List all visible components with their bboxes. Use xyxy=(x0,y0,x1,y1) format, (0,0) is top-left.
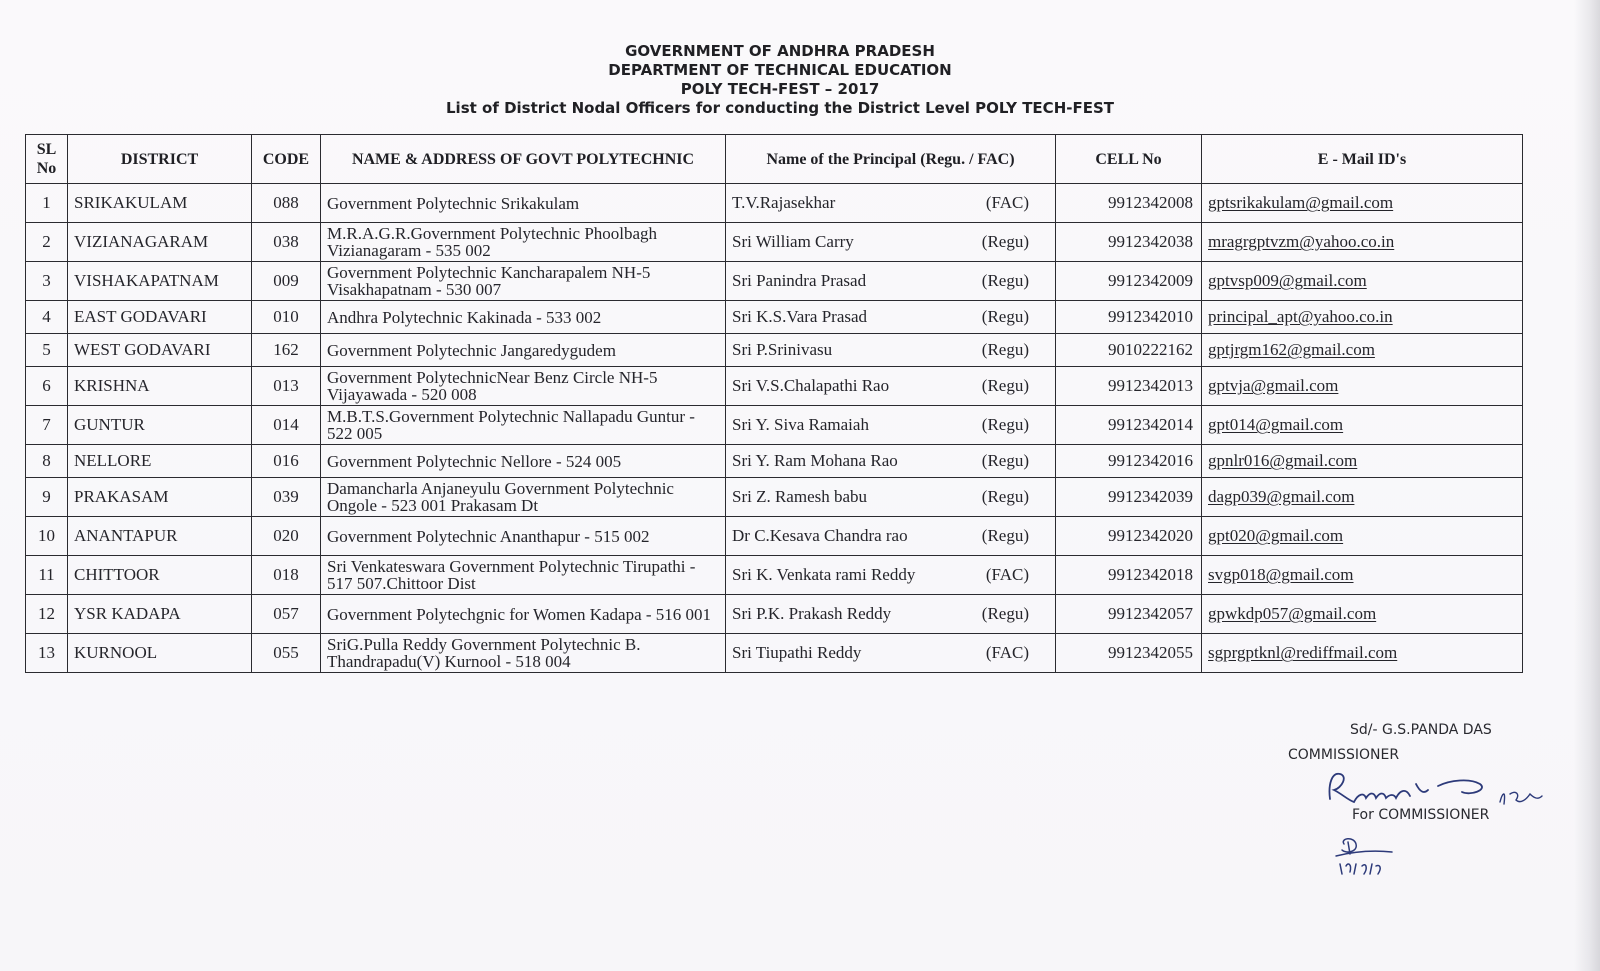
cell-sl: 11 xyxy=(26,556,68,595)
principal-status: (Regu) xyxy=(981,376,1029,395)
cell-email[interactable]: principal_apt@yahoo.co.in xyxy=(1202,301,1523,334)
principal-wrap xyxy=(732,527,1049,545)
cell-district: NELLORE xyxy=(68,445,252,478)
cell-phone: 9912342014 xyxy=(1056,406,1202,445)
cell-phone: 9912342020 xyxy=(1056,517,1202,556)
cell-code: 020 xyxy=(252,517,321,556)
cell-code: 018 xyxy=(252,556,321,595)
table-row xyxy=(26,301,1523,334)
header-name-address: NAME & ADDRESS OF GOVT POLYTECHNIC xyxy=(321,135,726,184)
principal-wrap xyxy=(732,341,1049,359)
principal-name: Sri William Carry xyxy=(732,232,854,251)
cell-address: SriG.Pulla Reddy Government Polytechnic B. Thandrapadu(V) Kurnool - 518 004 xyxy=(321,634,726,673)
principal-status: (Regu) xyxy=(981,232,1029,251)
principal-name: T.V.Rajasekhar xyxy=(732,193,836,212)
cell-district: GUNTUR xyxy=(68,406,252,445)
header-sl xyxy=(26,135,68,184)
initials-signature xyxy=(1332,834,1402,876)
nodal-officers-table xyxy=(25,134,1523,673)
cell-phone: 9912342016 xyxy=(1056,445,1202,478)
cell-phone: 9912342057 xyxy=(1056,595,1202,634)
cell-phone: 9912342039 xyxy=(1056,478,1202,517)
table-body xyxy=(26,184,1523,673)
cell-phone: 9010222162 xyxy=(1056,334,1202,367)
cell-phone: 9912342013 xyxy=(1056,367,1202,406)
cell-address: Andhra Polytechnic Kakinada - 533 002 xyxy=(321,301,726,334)
principal-status: (Regu) xyxy=(981,340,1029,359)
table-row xyxy=(26,367,1523,406)
principal-wrap xyxy=(732,308,1049,326)
cell-email[interactable]: gpt020@gmail.com xyxy=(1202,517,1523,556)
table-row xyxy=(26,406,1523,445)
cell-principal xyxy=(726,301,1056,334)
table-header-row xyxy=(26,135,1523,184)
cell-phone: 9912342018 xyxy=(1056,556,1202,595)
cell-sl: 6 xyxy=(26,367,68,406)
cell-address: M.R.A.G.R.Government Polytechnic Phoolbagh Vizianagaram - 535 002 xyxy=(321,223,726,262)
principal-status: (Regu) xyxy=(981,604,1029,623)
cell-code: 013 xyxy=(252,367,321,406)
table-row xyxy=(26,334,1523,367)
cell-code: 057 xyxy=(252,595,321,634)
page-edge-shadow xyxy=(1574,0,1600,971)
table-row xyxy=(26,517,1523,556)
principal-status: (FAC) xyxy=(985,565,1029,584)
table-row xyxy=(26,634,1523,673)
cell-address: Government Polytechnic Jangaredygudem xyxy=(321,334,726,367)
header-principal: Name of the Principal (Regu. / FAC) xyxy=(726,135,1056,184)
header-email: E - Mail ID's xyxy=(1202,135,1523,184)
cell-email[interactable]: gptvsp009@gmail.com xyxy=(1202,262,1523,301)
cell-code: 039 xyxy=(252,478,321,517)
cell-principal xyxy=(726,334,1056,367)
cell-phone: 9912342008 xyxy=(1056,184,1202,223)
signed-by: Sd/- G.S.PANDA DAS xyxy=(1350,722,1492,738)
cell-email[interactable]: dagp039@gmail.com xyxy=(1202,478,1523,517)
cell-sl: 1 xyxy=(26,184,68,223)
principal-name: Sri K. Venkata rami Reddy xyxy=(732,565,916,584)
cell-sl: 9 xyxy=(26,478,68,517)
cell-sl: 7 xyxy=(26,406,68,445)
principal-name: Sri P.Srinivasu xyxy=(732,340,833,359)
cell-email[interactable]: gptvja@gmail.com xyxy=(1202,367,1523,406)
cell-principal xyxy=(726,634,1056,673)
cell-address: Government Polytechnic Kancharapalem NH-5 Visakhapatnam - 530 007 xyxy=(321,262,726,301)
cell-phone: 9912342009 xyxy=(1056,262,1202,301)
header-cell: CELL No xyxy=(1056,135,1202,184)
principal-name: Sri Y. Siva Ramaiah xyxy=(732,415,869,434)
principal-wrap xyxy=(732,416,1049,434)
principal-name: Sri Z. Ramesh babu xyxy=(732,487,868,506)
heading-government: GOVERNMENT OF ANDHRA PRADESH xyxy=(625,42,935,60)
cell-email[interactable]: svgp018@gmail.com xyxy=(1202,556,1523,595)
cell-principal xyxy=(726,184,1056,223)
cell-sl: 3 xyxy=(26,262,68,301)
header-district: DISTRICT xyxy=(68,135,252,184)
table-row xyxy=(26,262,1523,301)
heading-list-title: List of District Nodal Officers for conducting the District Level POLY TECH-FEST xyxy=(446,99,1114,117)
cell-phone: 9912342038 xyxy=(1056,223,1202,262)
header-sl-line2: No xyxy=(36,160,57,177)
table-row xyxy=(26,445,1523,478)
cell-sl: 2 xyxy=(26,223,68,262)
cell-phone: 9912342055 xyxy=(1056,634,1202,673)
cell-principal xyxy=(726,223,1056,262)
principal-wrap xyxy=(732,605,1049,623)
cell-principal xyxy=(726,262,1056,301)
table-row xyxy=(26,184,1523,223)
table-row xyxy=(26,223,1523,262)
cell-district: VISHAKAPATNAM xyxy=(68,262,252,301)
cell-email[interactable]: gptsrikakulam@gmail.com xyxy=(1202,184,1523,223)
cell-address: M.B.T.S.Government Polytechnic Nallapadu Guntur - 522 005 xyxy=(321,406,726,445)
cell-code: 009 xyxy=(252,262,321,301)
principal-status: (Regu) xyxy=(981,526,1029,545)
cell-sl: 10 xyxy=(26,517,68,556)
cell-principal xyxy=(726,595,1056,634)
principal-wrap xyxy=(732,488,1049,506)
cell-phone: 9912342010 xyxy=(1056,301,1202,334)
cell-address: Sri Venkateswara Government Polytechnic Tirupathi - 517 507.Chittoor Dist xyxy=(321,556,726,595)
principal-wrap xyxy=(732,233,1049,251)
cell-address: Damancharla Anjaneyulu Government Polytechnic Ongole - 523 001 Prakasam Dt xyxy=(321,478,726,517)
cell-sl: 12 xyxy=(26,595,68,634)
cell-principal xyxy=(726,367,1056,406)
cell-sl: 8 xyxy=(26,445,68,478)
nodal-officers-table-wrap xyxy=(25,134,1522,673)
cell-principal xyxy=(726,445,1056,478)
header-sl-line1: SL xyxy=(36,141,57,158)
cell-code: 055 xyxy=(252,634,321,673)
table-row xyxy=(26,478,1523,517)
document-heading xyxy=(0,42,1560,118)
cell-district: VIZIANAGARAM xyxy=(68,223,252,262)
cell-district: PRAKASAM xyxy=(68,478,252,517)
cell-address: Government PolytechnicNear Benz Circle NH-5 Vijayawada - 520 008 xyxy=(321,367,726,406)
cell-email[interactable]: mragrgptvzm@yahoo.co.in xyxy=(1202,223,1523,262)
cell-sl: 5 xyxy=(26,334,68,367)
principal-name: Sri V.S.Chalapathi Rao xyxy=(732,376,890,395)
cell-email[interactable]: sgprgptknl@rediffmail.com xyxy=(1202,634,1523,673)
cell-district: EAST GODAVARI xyxy=(68,301,252,334)
for-commissioner: For COMMISSIONER xyxy=(1352,807,1490,823)
cell-sl: 4 xyxy=(26,301,68,334)
principal-wrap xyxy=(732,377,1049,395)
cell-email[interactable]: gpt014@gmail.com xyxy=(1202,406,1523,445)
cell-district: CHITTOOR xyxy=(68,556,252,595)
principal-status: (Regu) xyxy=(981,487,1029,506)
cell-email[interactable]: gpwkdp057@gmail.com xyxy=(1202,595,1523,634)
principal-status: (Regu) xyxy=(981,415,1029,434)
cell-code: 010 xyxy=(252,301,321,334)
principal-name: Sri K.S.Vara Prasad xyxy=(732,307,868,326)
cell-sl: 13 xyxy=(26,634,68,673)
cell-district: SRIKAKULAM xyxy=(68,184,252,223)
principal-status: (Regu) xyxy=(981,307,1029,326)
cell-principal xyxy=(726,478,1056,517)
cell-code: 014 xyxy=(252,406,321,445)
cell-address: Government Polytechnic Srikakulam xyxy=(321,184,726,223)
principal-name: Sri Tiupathi Reddy xyxy=(732,643,862,662)
cell-principal xyxy=(726,517,1056,556)
heading-event: POLY TECH-FEST – 2017 xyxy=(680,80,880,98)
principal-name: Sri Y. Ram Mohana Rao xyxy=(732,451,898,470)
cell-district: ANANTAPUR xyxy=(68,517,252,556)
principal-wrap xyxy=(732,644,1049,662)
principal-status: (FAC) xyxy=(985,193,1029,212)
cell-email[interactable]: gpnlr016@gmail.com xyxy=(1202,445,1523,478)
table-row xyxy=(26,595,1523,634)
commissioner-designation: COMMISSIONER xyxy=(1288,747,1400,763)
cell-email[interactable]: gptjrgm162@gmail.com xyxy=(1202,334,1523,367)
cell-district: KURNOOL xyxy=(68,634,252,673)
cell-district: KRISHNA xyxy=(68,367,252,406)
cell-address: Government Polytechgnic for Women Kadapa - 516 001 xyxy=(321,595,726,634)
header-code: CODE xyxy=(252,135,321,184)
principal-name: Sri P.K. Prakash Reddy xyxy=(732,604,892,623)
principal-name: Dr C.Kesava Chandra rao xyxy=(732,526,908,545)
cell-principal xyxy=(726,556,1056,595)
cell-district: YSR KADAPA xyxy=(68,595,252,634)
cell-code: 038 xyxy=(252,223,321,262)
heading-department: DEPARTMENT OF TECHNICAL EDUCATION xyxy=(608,61,952,79)
cell-code: 016 xyxy=(252,445,321,478)
table-row xyxy=(26,556,1523,595)
principal-wrap xyxy=(732,566,1049,584)
principal-status: (FAC) xyxy=(985,643,1029,662)
principal-wrap xyxy=(732,452,1049,470)
principal-wrap xyxy=(732,194,1049,212)
cell-principal xyxy=(726,406,1056,445)
cell-address: Government Polytechnic Nellore - 524 005 xyxy=(321,445,726,478)
principal-status: (Regu) xyxy=(981,271,1029,290)
principal-wrap xyxy=(732,272,1049,290)
cell-code: 162 xyxy=(252,334,321,367)
principal-status: (Regu) xyxy=(981,451,1029,470)
cell-code: 088 xyxy=(252,184,321,223)
cell-district: WEST GODAVARI xyxy=(68,334,252,367)
cell-address: Government Polytechnic Ananthapur - 515 002 xyxy=(321,517,726,556)
principal-name: Sri Panindra Prasad xyxy=(732,271,867,290)
